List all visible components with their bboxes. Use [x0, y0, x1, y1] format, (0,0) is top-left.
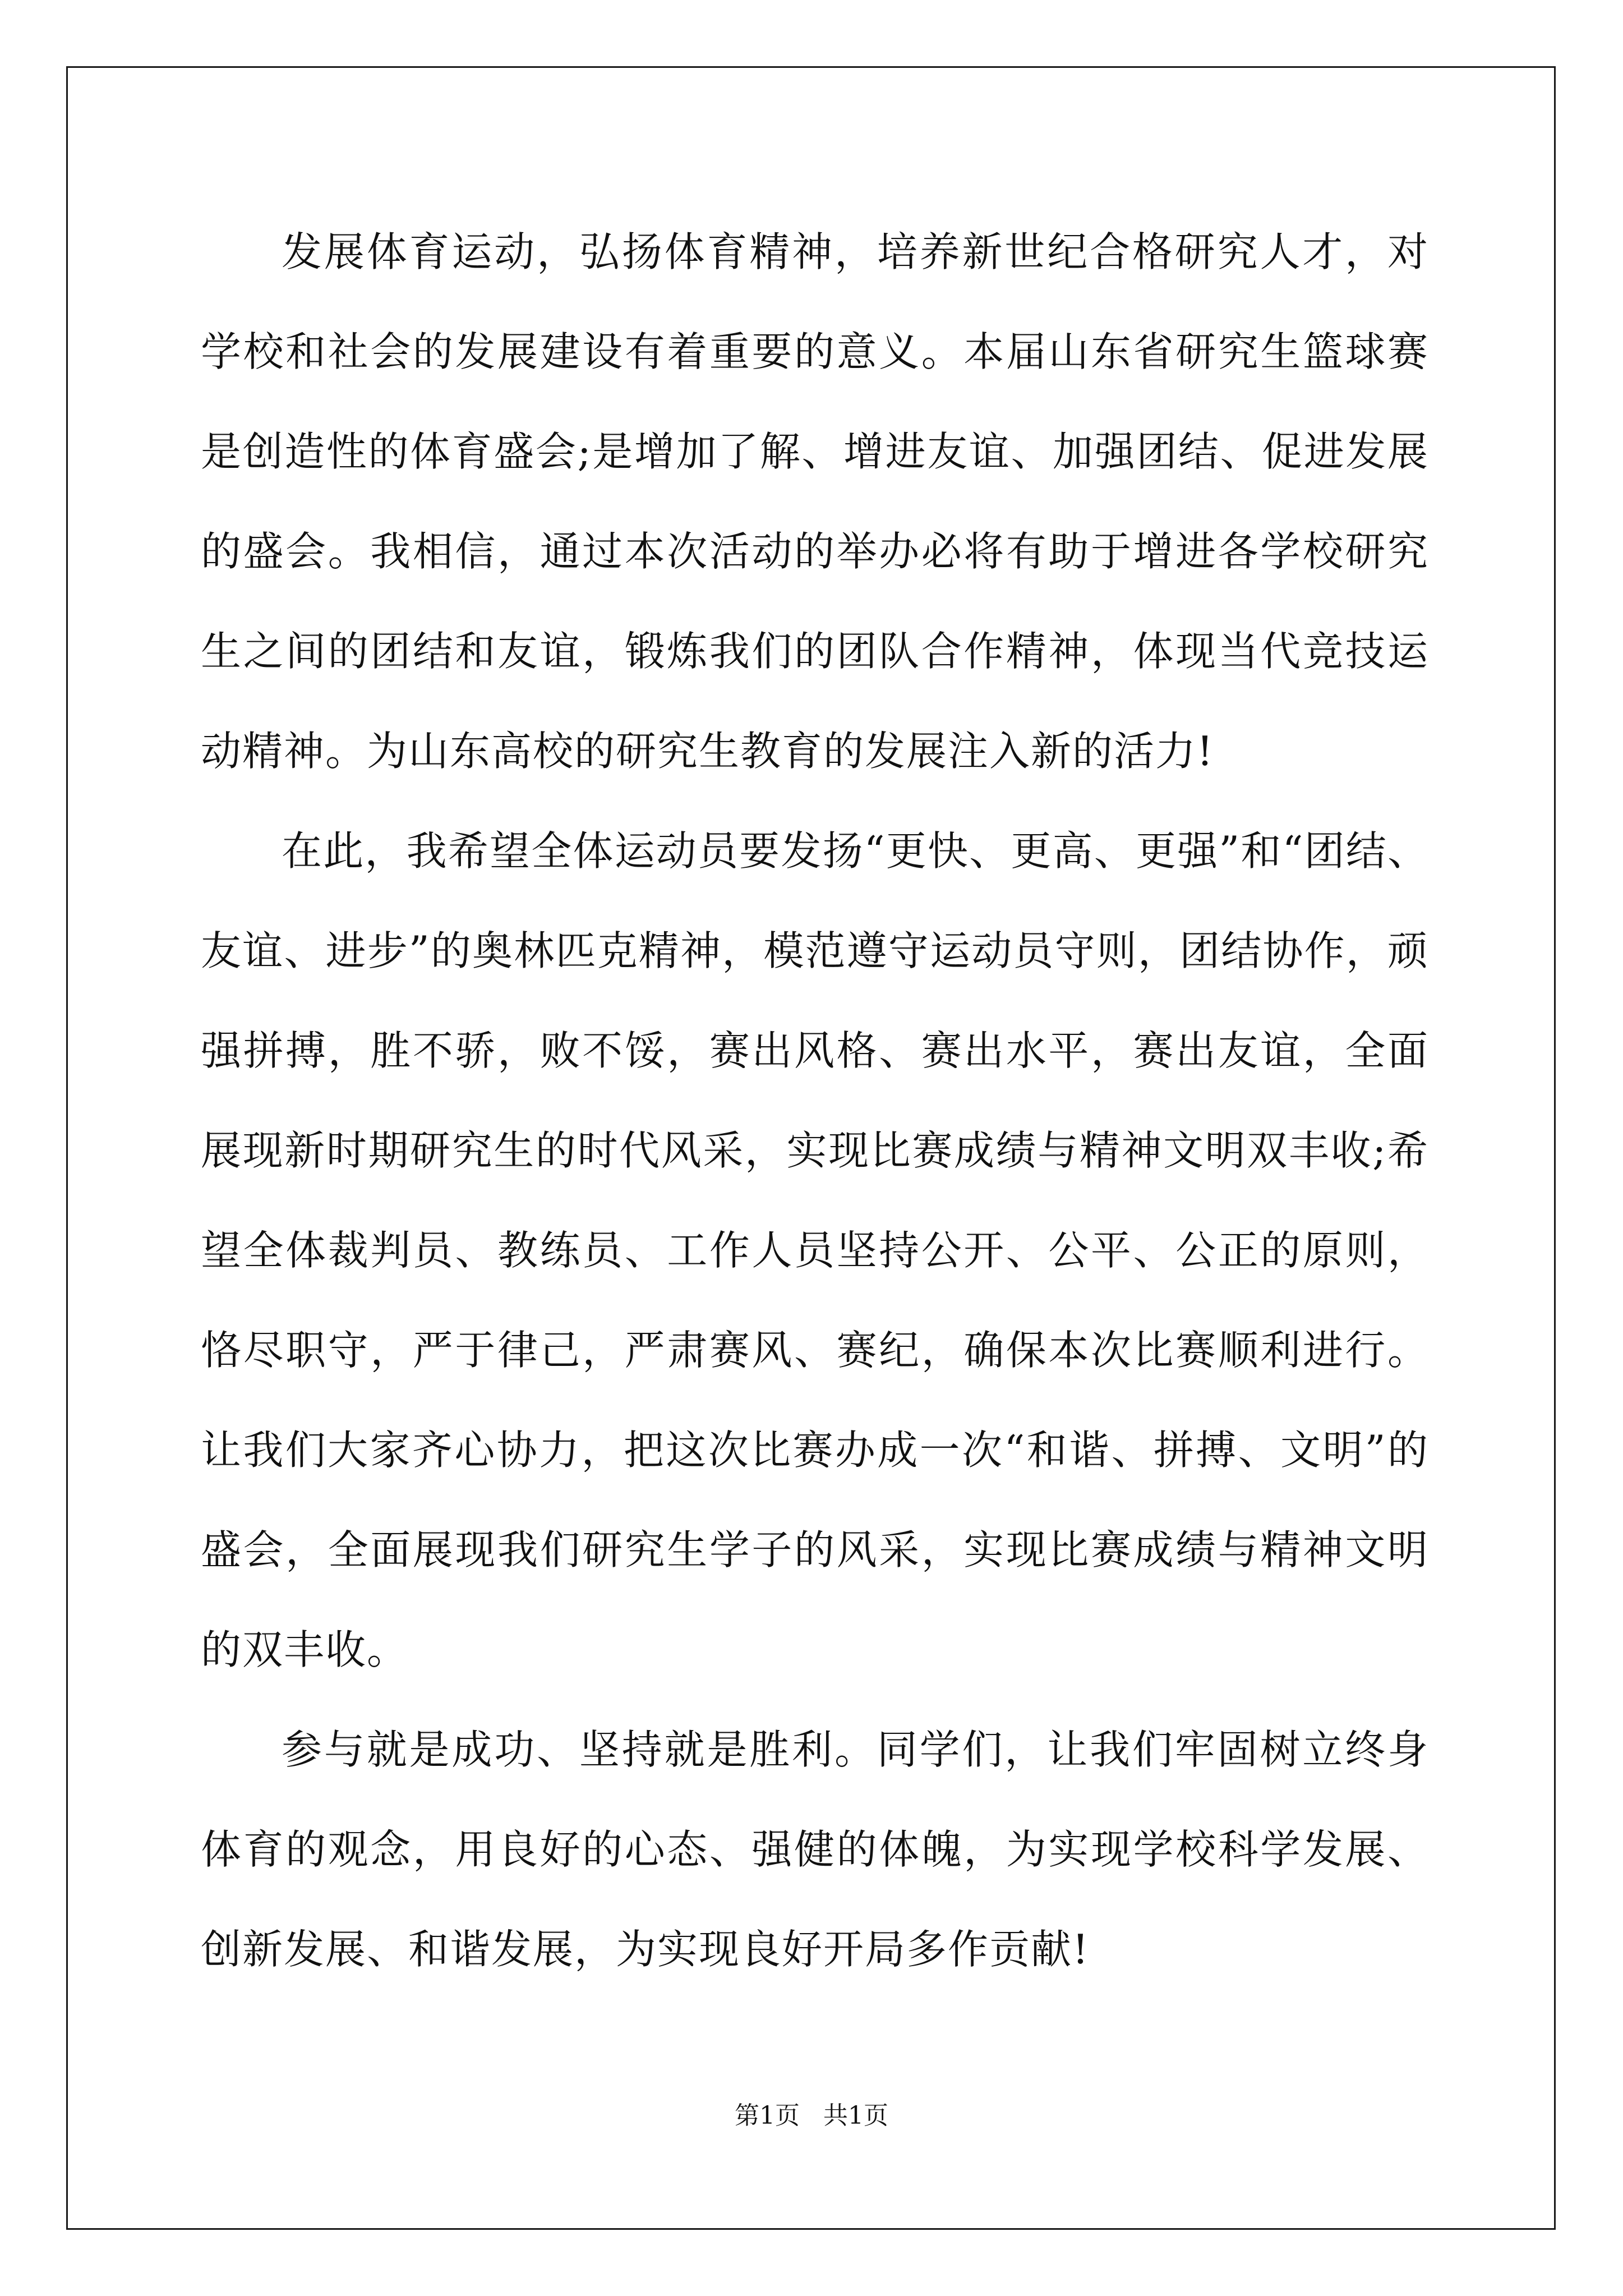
paragraph-3: 参与就是成功、坚持就是胜利。同学们，让我们牢固树立终身体育的观念，用良好的心态、强健的体魄，为实现学校科学发展、创新发展、和谐发展，为实现良好开局多作贡献!	[201, 1726, 1429, 1973]
document-body	[201, 202, 1429, 1999]
paragraph-1: 发展体育运动，弘扬体育精神，培养新世纪合格研究人才，对学校和社会的发展建设有着重要的意义。本届山东省研究生篮球赛是创造性的体育盛会;是增加了解、增进友谊、加强团结、促进发展的盛会。我相信，通过本次活动的举办必将有助于增进各学校研究生之间的团结和友谊，锻炼我们的团队合作精神，体现当代竞技运动精神。为山东高校的研究生教育的发展注入新的活力!	[201, 228, 1429, 775]
paragraph-2: 在此，我希望全体运动员要发扬“更快、更高、更强”和“团结、友谊、进步”的奥林匹克精神，模范遵守运动员守则，团结协作，顽强拼搏，胜不骄，败不馁，赛出风格、赛出水平，赛出友谊，全面展现新时期研究生的时代风采，实现比赛成绩与精神文明双丰收;希望全体裁判员、教练员、工作人员坚持公开、公平、公正的原则，恪尽职守，严于律己，严肃赛风、赛纪，确保本次比赛顺利进行。让我们大家齐心协力，把这次比赛办成一次“和谐、拼搏、文明”的盛会，全面展现我们研究生学子的风采，实现比赛成绩与精神文明的双丰收。	[201, 827, 1429, 1673]
page-number-footer: 第1页 共1页	[735, 2101, 888, 2130]
